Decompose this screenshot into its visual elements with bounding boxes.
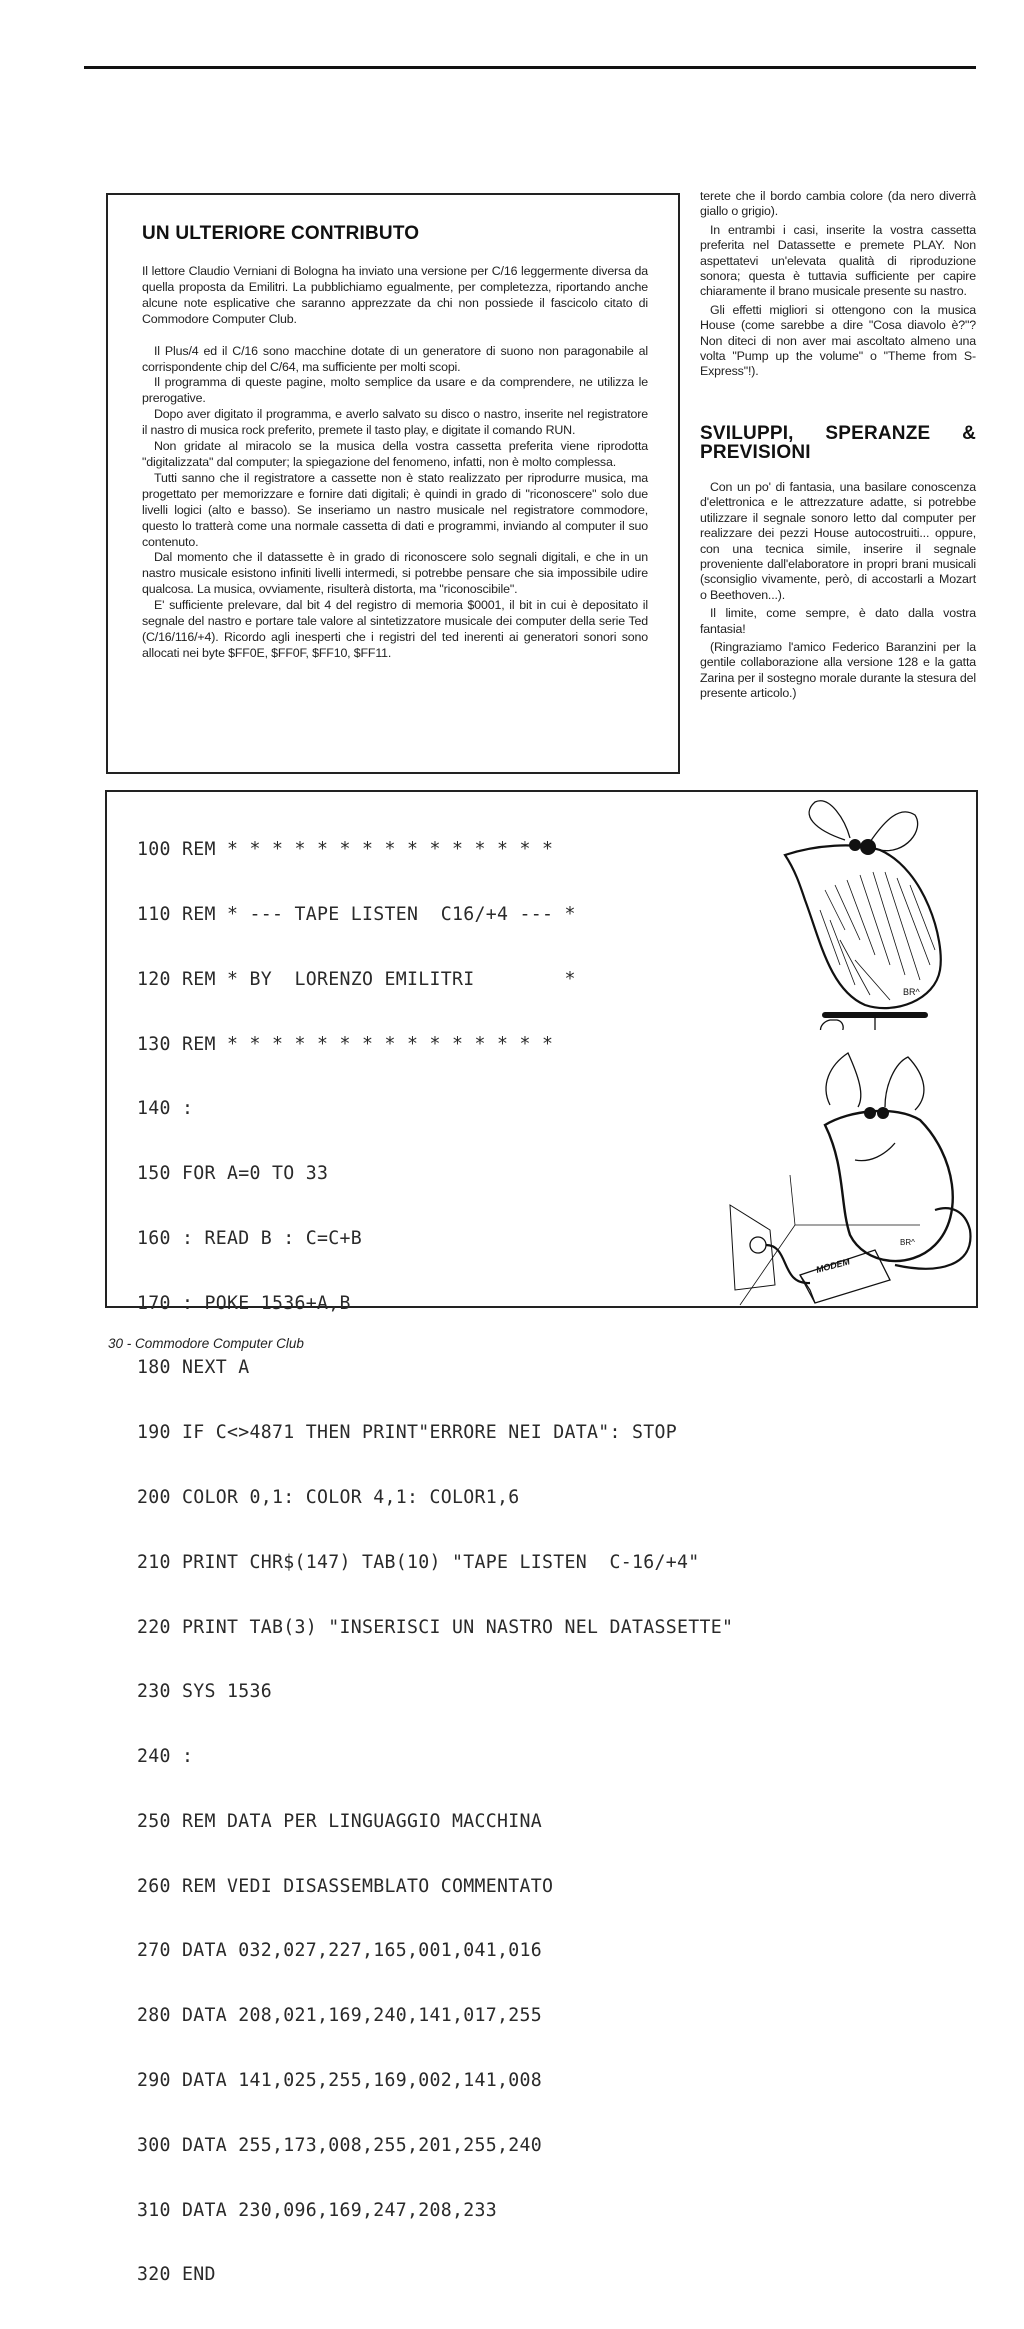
top-rule [84,66,976,69]
paragraph: Il Plus/4 ed il C/16 sono macchine dotate di un generatore di suono non paragonabile al corrispondente chip del C/64, ma sufficiente per molti scopi. [142,343,648,374]
basic-listing [137,796,733,2329]
code-line: 140 : [137,1098,194,1120]
sidebar-box-title: UN ULTERIORE CONTRIBUTO [142,223,420,244]
sidebar-box-contribution [106,193,680,774]
left-ear-icon [809,801,850,840]
code-line: 180 NEXT A [137,1357,250,1379]
code-line: 250 REM DATA PER LINGUAGGIO MACCHINA [137,1810,542,1832]
nose-icon [860,839,876,855]
right-column [700,189,976,705]
paragraph: Gli effetti migliori si ottengono con la musica House (come sarebbe a dire "Cosa diavolo è?"? Non diteci di non aver mai ascoltato almeno una volta "Pump up the volume" o "Theme from S-Express"!). [700,302,976,379]
code-line: 260 REM VEDI DISASSEMBLATO COMMENTATO [137,1875,554,1897]
code-line: 240 : [137,1746,194,1768]
code-line: 310 DATA 230,096,169,247,208,233 [137,2199,497,2221]
code-line: 150 FOR A=0 TO 33 [137,1163,329,1185]
code-line: 190 IF C<>4871 THEN PRINT"ERRORE NEI DATA": STOP [137,1422,677,1444]
code-line: 290 DATA 141,025,255,169,002,141,008 [137,2070,542,2092]
paragraph: Il programma di queste pagine, molto semplice da usare e da comprendere, ne utilizza le prerogative. [142,375,648,406]
page-footer: 30 - Commodore Computer Club [108,1336,304,1351]
code-line: 320 END [137,2264,216,2286]
code-line: 210 PRINT CHR$(147) TAB(10) "TAPE LISTEN C-16/+4" [137,1551,700,1573]
section-heading: SVILUPPI, SPERANZE & PREVISIONI [700,422,976,463]
sidebar-box-body [142,264,648,662]
code-line: 170 : POKE 1536+A,B [137,1292,351,1314]
code-line: 100 REM * * * * * * * * * * * * * * * [137,839,554,861]
code-line: 220 PRINT TAB(3) "INSERISCI UN NASTRO NEL DATASSETTE" [137,1616,734,1638]
signature: BR^ [903,987,920,997]
code-line: 120 REM * BY LORENZO EMILITRI * [137,968,576,990]
paragraph: Tutti sanno che il registratore a cassette non è stato realizzato per riprodurre musica, ma progettato per memorizzare e fornire dati digitali; è quindi in grado di "riconoscere" solo due livelli logici (alto e basso). Se inseriamo un nastro musicale nel registratore commodore, questo lo tratterà come una normale cassetta di dati e programmi, inviando al computer il suo contenuto. [142,470,648,549]
code-line: 300 DATA 255,173,008,255,201,255,240 [137,2134,542,2156]
code-line: 200 COLOR 0,1: COLOR 4,1: COLOR1,6 [137,1487,520,1508]
paragraph: Non gridate al miracolo se la musica della vostra cassetta preferita viene riprodotta "digitalizzata" dal computer; la spiegazione del fenomeno, infatti, non è molto complessa. [142,439,648,469]
paragraph: Con un po' di fantasia, una basilare conoscenza d'elettronica e le attrezzature adatte, si potrebbe utilizzare il segnale sonoro letto dal computer per realizzare dei pezzi House autocostruiti... oppure, con una tecnica simile, inserire il segnale proveniente dall'elaboratore in propri brani musicali (sconsiglio vivamente, però, di accostarli a Mozart o Beethoven...). [700,479,976,602]
right-ear-icon [870,812,918,851]
paragraph: Dopo aver digitato il programma, e averlo salvato su disco o nastro, inserite nel registratore il nastro di musica rock preferito, premete il tasto play, e digitate il comando RUN. [142,407,648,438]
paragraph: (Ringraziamo l'amico Federico Baranzini per la gentile collaborazione alla versione 128 e la gatta Zarina per il sostegno morale durante la stesura del presente articolo.) [700,639,976,701]
code-line: 110 REM * --- TAPE LISTEN C16/+4 --- * [137,903,576,925]
mouse-modem-illustration [680,1045,980,1310]
code-line: 130 REM * * * * * * * * * * * * * * * [137,1033,554,1055]
code-line: 160 : READ B : C=C+B [137,1227,362,1249]
paragraph: Il limite, come sempre, è dato dalla vostra fantasia! [700,606,976,636]
paragraph: Il lettore Claudio Verniani di Bologna ha inviato una versione per C/16 leggermente diversa da quella proposta da Emilitri. La pubblichiamo egualmente, per completezza, riportando anche alcune note esplicative che saranno apprezzate da chi non possiede il fascicolo citato di Commodore Computer Club. [142,264,648,326]
modem-label: MODEM [814,1256,851,1275]
code-line: 230 SYS 1536 [137,1681,272,1703]
paragraph: Dal momento che il datassette è in grado di riconoscere solo segnali digitali, e che in un nastro musicale esistono infiniti livelli intermedi, si potrebbe pensare che sia impossibile udire qualcosa. La musica, ovviamente, risulterà distorta, ma "riconoscibile". [142,550,648,597]
code-line: 270 DATA 032,027,227,165,001,041,016 [137,1940,542,1962]
paragraph: In entrambi i casi, inserite la vostra cassetta preferita nel Datassette e premete PLAY. Non aspettatevi un'elevata qualità di riproduzione sonora; questa è tuttavia sufficiente per capire chiaramente il brano musicale presente su nastro. [700,222,976,299]
code-line: 280 DATA 208,021,169,240,141,017,255 [137,2005,542,2027]
bird-mouse-illustration [775,790,975,1030]
nose-icon [849,839,861,851]
paragraph: terete che il bordo cambia colore (da nero diverrà giallo o grigio). [700,189,976,219]
paragraph: E' sufficiente prelevare, dal bit 4 del registro di memoria $0001, il bit in cui è depositato il segnale del nastro e portare tale valore al sintetizzatore musicale dei computer della serie Ted (C/16/116/+4). Ricordo agli inesperti che i registri del ted inerenti ai generatori sonori sono allocati nei byte $FF0E, $FF0F, $FF10, $FF11. [142,598,648,660]
signature: BR^ [900,1238,915,1247]
